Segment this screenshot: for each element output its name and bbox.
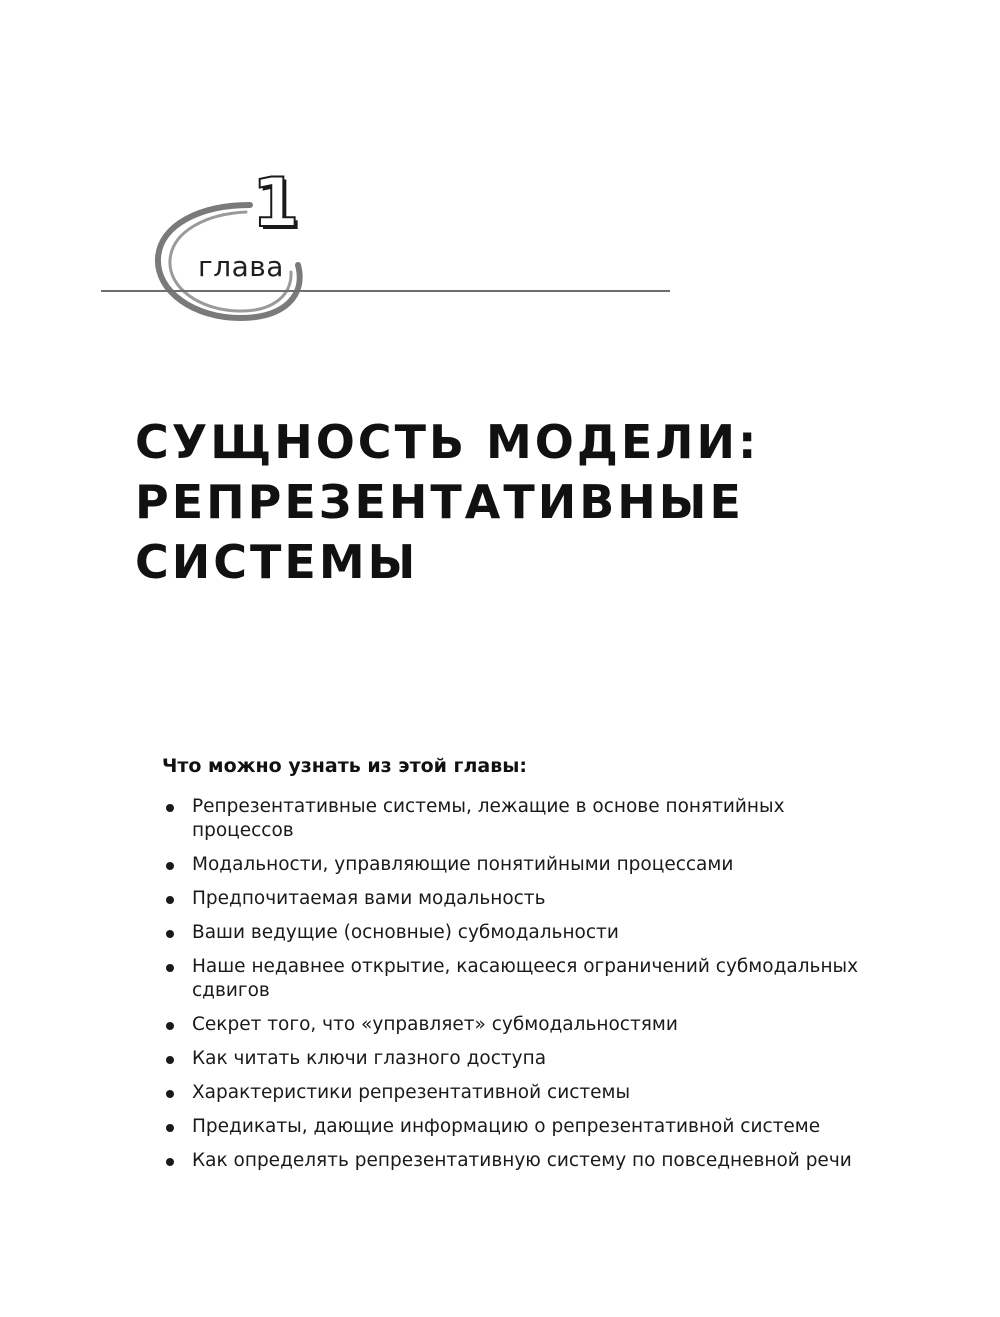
chapter-number: 1 — [252, 164, 300, 243]
list-item: Секрет того, что «управляет» субмодальностями — [162, 1013, 882, 1037]
chapter-title-line: РЕПРЕЗЕНТАТИВНЫЕ — [135, 475, 744, 529]
list-item: Как читать ключи глазного доступа — [162, 1047, 882, 1071]
chapter-title-line: СИСТЕМЫ — [135, 535, 419, 589]
chapter-label: глава — [198, 250, 284, 283]
topics-list — [162, 795, 882, 1183]
chapter-divider-line — [101, 290, 670, 292]
list-item: Как определять репрезентативную систему по повседневной речи — [162, 1149, 882, 1173]
chapter-swoosh-graphic — [0, 0, 1000, 340]
list-item: Характеристики репрезентативной системы — [162, 1081, 882, 1105]
chapter-title-line: СУЩНОСТЬ МОДЕЛИ: — [135, 415, 760, 469]
chapter-header — [0, 0, 1000, 340]
list-item: Наше недавнее открытие, касающееся ограничений субмодальных сдвигов — [162, 955, 882, 1003]
list-item: Репрезентативные системы, лежащие в основе понятийных процессов — [162, 795, 882, 843]
list-item: Предпочитаемая вами модальность — [162, 887, 882, 911]
chapter-title — [135, 412, 835, 592]
list-item: Ваши ведущие (основные) субмодальности — [162, 921, 882, 945]
list-item: Модальности, управляющие понятийными процессами — [162, 853, 882, 877]
topics-intro: Что можно узнать из этой главы: — [162, 755, 528, 777]
list-item: Предикаты, дающие информацию о репрезентативной системе — [162, 1115, 882, 1139]
